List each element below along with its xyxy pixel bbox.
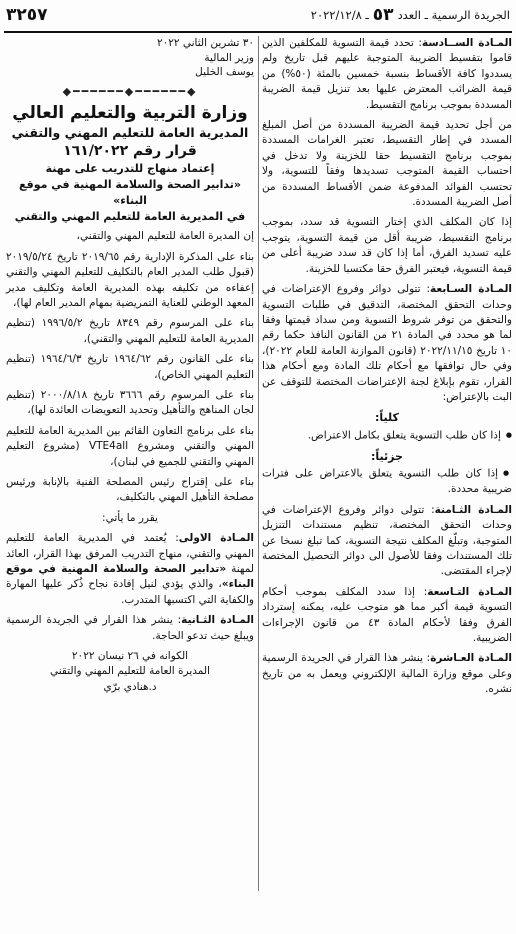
page-number: ٣٢٥٧ — [6, 5, 48, 25]
article-10 — [262, 651, 512, 697]
column-divider — [258, 36, 259, 891]
article-label: المـادة التـاسعة — [427, 585, 512, 598]
decree-title — [6, 161, 254, 225]
recital: بناء على المذكرة الإدارية رقم ٢٠١٩/٦٥ تاريخ ٢٠١٩/٥/٢٤ (قبول طلب المدير العام بالتكليف للتعليم المهني والتقني إعفاءه من تكليفه بهذه المديرية العامة وتكليف مدير المعهد الوطني للعناية التمريضية بمهام المدير العام لها)، — [6, 250, 254, 309]
recital: بناء على برنامج التعاون القائم بين المديرية العامة للتعليم المهني والتقني ومشروع VTE4all (مشروع التعليم المهني والتقني للجميع في لبنان)، — [6, 424, 254, 468]
closing-date: الكوانه في ٢٦ نيسان ٢٠٢٢ — [71, 650, 189, 663]
article-8 — [262, 503, 512, 580]
page-header — [0, 0, 516, 30]
decree-title-line: في المديرية العامة للتعليم المهني والتقني — [14, 210, 246, 224]
recital: بناء على القانون رقم ١٩٦٤/٦٢ تاريخ ١٩٦٤/٦/٣ (تنظيم التعليم المهني الخاص)، — [6, 353, 254, 381]
article-text: : ينشر هذا القرار في الجريدة الرسمية وعلى موقع وزارة المالية الإلكتروني ويعمل به من تاريخ نشره. — [262, 652, 512, 696]
recital: بناء على المرسوم رقم ٣٦٦٦ تاريخ ٢٠٠٠/٨/١٨ (تنظيم لجان المناهج والتأهيل وتحديد التعويضات العائدة لها)، — [6, 388, 254, 417]
article-label: المـادة الاولى — [178, 532, 254, 545]
closing-title: المديرة العامة للتعليم المهني والتقني — [50, 665, 210, 678]
recital: بناء على المرسوم رقم ٨٣٤٩ تاريخ ١٩٩٦/٥/٢ (تنظيم المديرية العامة للتعليم المهني والتقني)، — [6, 317, 254, 345]
closing-signature — [6, 649, 254, 695]
issue-date: ـ ٢٠٢٢/١٢/٨ — [310, 8, 369, 22]
directorate-title: المديرية العامة للتعليم المهني والتقني — [11, 124, 249, 140]
article-text: ، والذي يؤدي لنيل إفادة نجاح ذُكر عليها المهارة والكفاية التي اكتسبها المتدرب. — [6, 578, 254, 606]
signature-title: وزير المالية — [204, 51, 254, 64]
article-label: المـادة السـابعة — [430, 283, 512, 296]
article-6 — [262, 36, 512, 113]
article-text: : تتولى دوائر وفروع الإعتراضات في وحدات التحقق المختصة، التدقيق في طلبات التسوية والتحقق من توفر شروط التسوية ومن سداد قيمتها وفقا لما هو محدد في المادة ٢١ من القانون النافذ حكما رقم ١٠ تاريخ ٢٠٢٢/١١/١٥ (قانون الموازنة العامة للعام ٢٠٢٢)، وفي حال توافقها مع أحكام تلك المادة ومع أحكام هذا القرار، تقوم بإبلاغ لجنة الإعتراضات المختصة للتوقف عن البت بالإعتراض: — [262, 283, 512, 403]
right-column — [262, 36, 512, 703]
gazette-name: الجريدة الرسمية ـ العدد — [397, 8, 510, 22]
bullet-item: ● إذا كان طلب التسوية يتعلق بكامل الاعتراض. — [262, 428, 512, 444]
recital: بناء على إقتراح رئيس المصلحة الفنية بالإنابة ورئيس مصلحة التأهيل المهني بالتكليف، — [6, 476, 254, 504]
article-1 — [6, 531, 254, 608]
recital: إن المديرة العامة للتعليم المهني والتقني، — [76, 230, 254, 243]
article-text: : إذا سدد المكلف بموجب أحكام التسوية قيمة أكبر مما هو متوجب عليه، يمكنه إسترداد الفرق وفقا لأحكام المادة ٤٣ من قانون الإجراءات الضريبية. — [262, 585, 512, 645]
section-ornament: ◆━━━━━━◆━━━━━━◆ — [62, 84, 198, 98]
signature-date: ٣٠ تشرين الثاني ٢٠٢٢ — [156, 37, 254, 49]
article-label: المـادة العـاشرة — [430, 652, 512, 665]
article-7 — [262, 282, 512, 405]
article-text: : تتولى دوائر وفروع الإعتراضات في وحدات التحقق المختصة، تنظيم مستندات التنزيل المتوجبة، وتبلّغ المكلف نتيجة التسوية، كما تبلغ نسخا عن تلك المستندات وفقا للأصول الى دوائر التحصيل المختصة لإجراء المقتضى. — [262, 503, 512, 578]
total-heading: كلياً: — [375, 411, 399, 425]
decree-title-line: إعتماد منهاج للتدريب على مهنة — [45, 162, 215, 176]
article-2 — [6, 613, 254, 644]
signature-block — [6, 36, 254, 80]
left-column — [6, 36, 254, 695]
paragraph: من أجل تحديد قيمة الضريبة المسددة من أصل المبلغ المسدد في إطار التقسيط، تعتبر الغرامات المسددة بموجب برنامج التقسيط حقا للخزينة ولا تدخل في احتساب القيمة المتوجب تسديدها وفقاً للتسوية، ولا تحتسب الفوائد المدفوعة ضمن الأقساط المسددة من أصل الضريبة المسددة. — [262, 119, 512, 209]
article-9 — [262, 585, 512, 647]
closing-name: د.هنادي برّي — [103, 680, 157, 693]
paragraph: إذا كان المكلف الذي إختار التسوية قد سدد، بموجب برنامج التقسيط، ضريبة أقل من قيمة التسوية، يتوجب عليه تسديد الفرق، أما إذا كان قد سدد ضريبة أعلى من قيمة التسوية، فيعتبر الفرق حقا مكتسبا للخزينة. — [262, 216, 512, 275]
decree-title-line: «تدابير الصحة والسلامة المهنية في موقع البناء» — [18, 178, 242, 208]
gazette-issue-info — [311, 5, 510, 25]
decides-line: يقرر ما يأتي: — [102, 511, 158, 524]
profession-name: «تدابير الصحة والسلامة المهنية في موقع البناء» — [6, 563, 254, 591]
article-label: المـادة الثـانية — [181, 614, 254, 627]
signature-name: يوسف الخليل — [195, 66, 254, 78]
article-label: المـادة الســادسة — [421, 37, 512, 49]
header-rule — [4, 31, 512, 33]
article-text: : ينشر هذا القرار في الجريدة الرسمية ويبلغ حيث تدعو الحاجة. — [6, 614, 254, 642]
partial-heading: جزئياً: — [371, 449, 403, 463]
issue-number: ٥٣ — [372, 5, 394, 25]
ministry-title: وزارة التربية والتعليم العالي — [12, 102, 248, 123]
bullet-item: ● إذا كان طلب التسوية يتعلق بالاعتراض على فترات ضريبية محددة. — [262, 466, 512, 498]
decree-number: قرار رقم ١٦١/٢٠٢٢ — [63, 142, 197, 159]
article-label: المـادة الثـامنة — [434, 503, 512, 516]
article-text: : يُعتمد في المديرية العامة للتعليم المهني والتقني، منهاج التدريب المرفق بهذا القرار، العائد لمهنة — [6, 532, 254, 576]
article-text: : تحدد قيمة التسوية للمكلفين الذين قاموا بتقسيط الضريبة المتوجبة عليهم قبل تاريخ ولم يسددوا كافة الأقساط بنسبة خمسين بالمئة (٥٠%) من قيمة الضرائب المعترض عليها بعد تنزيل قيمة الضريبة المسددة بموجب برنامج التقسيط. — [262, 37, 512, 111]
